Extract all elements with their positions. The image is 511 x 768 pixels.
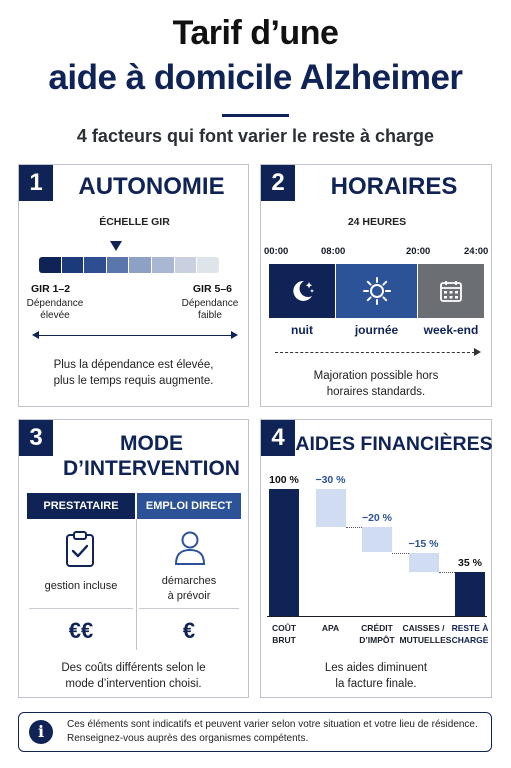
- category-label-line: CAISSES /: [402, 623, 445, 633]
- waterfall-baseline: [267, 616, 487, 617]
- category-label-line: D’IMPÔT: [359, 635, 395, 645]
- waterfall-value-label: −15 %: [408, 537, 439, 550]
- waterfall-connector: [346, 527, 363, 528]
- column-header-emploi-direct: EMPLOI DIRECT: [137, 493, 241, 519]
- time-block-weekend: [418, 264, 484, 318]
- info-footer: [18, 712, 492, 752]
- gir-left-label: GIR 1–2: [31, 283, 71, 295]
- gir-scale-segment: [152, 257, 174, 273]
- description-line: mode d’intervention choisi.: [65, 678, 202, 690]
- footer-line: Renseignez-vous auprès des organismes compétents.: [67, 733, 309, 744]
- waterfall-bar: [455, 572, 485, 616]
- page-title-line2: aide à domicile Alzheimer: [48, 58, 463, 97]
- panel-aides-financieres: [260, 419, 492, 698]
- arrow-right-icon: [474, 348, 481, 356]
- waterfall-category-label: [307, 622, 355, 634]
- gir-scale-segment: [175, 257, 197, 273]
- cost-indicator-emploi-direct: €: [182, 618, 196, 643]
- waterfall-category-label: [260, 622, 308, 646]
- panel-title: [53, 431, 250, 481]
- gir-scale-segment: [62, 257, 84, 273]
- panel-description: [261, 368, 491, 400]
- description-line: Plus la dépendance est élevée,: [53, 359, 214, 371]
- waterfall-value-label: −30 %: [315, 474, 346, 486]
- cost-indicator-prestataire: €€: [68, 618, 94, 643]
- panel-number: 1: [19, 165, 53, 201]
- gir-right-label: GIR 5–6: [192, 283, 232, 295]
- panel-autonomie: [18, 164, 249, 407]
- panel-horaires: [260, 164, 492, 407]
- info-icon: i: [29, 720, 53, 744]
- waterfall-connector: [439, 572, 456, 573]
- time-block-day: [336, 264, 417, 318]
- gir-scale-label: ÉCHELLE GIR: [99, 216, 170, 228]
- waterfall-category-label: [399, 622, 452, 646]
- timeline-dashed-line: [275, 352, 475, 353]
- waterfall-category-label: [446, 622, 494, 646]
- gir-left-sub-line: élevée: [40, 310, 70, 321]
- gir-left-sub-line: Dépendance: [26, 298, 84, 309]
- arrow-right-icon: [231, 331, 238, 339]
- column-text: [137, 574, 241, 604]
- gir-scale-segment: [129, 257, 151, 273]
- waterfall-value-label: 100 %: [269, 474, 299, 486]
- waterfall-bar: [362, 527, 392, 552]
- sun-icon: [362, 276, 392, 306]
- calendar-icon: [438, 278, 464, 304]
- time-block-night: [269, 264, 335, 318]
- panel-title: AIDES FINANCIÈRES: [295, 433, 493, 455]
- category-label-line: MUTUELLES: [399, 635, 452, 645]
- time-label: 00:00: [264, 246, 289, 257]
- page-subtitle: 4 facteurs qui font varier le reste à charge: [76, 126, 435, 146]
- column-text-line: à prévoir: [167, 590, 211, 602]
- footer-text: [67, 718, 487, 746]
- description-line: Majoration possible hors: [313, 370, 439, 382]
- gir-scale-segment: [39, 257, 61, 273]
- time-block-label: nuit: [291, 323, 313, 337]
- gir-scale-segment: [84, 257, 106, 273]
- description-line: Les aides diminuent: [324, 662, 428, 674]
- waterfall-connector: [392, 553, 409, 554]
- page-title-line1: Tarif d’une: [172, 14, 339, 52]
- waterfall-bar: [409, 553, 439, 572]
- gir-scale-bar: [39, 257, 219, 273]
- waterfall-value-label: 35 %: [458, 556, 482, 569]
- waterfall-category-label: [353, 622, 401, 646]
- title-divider: [222, 114, 289, 117]
- time-block-label: week-end: [423, 323, 479, 337]
- panel-description: [19, 357, 248, 389]
- description-line: la facture finale.: [335, 678, 417, 690]
- category-label-line: CRÉDIT: [361, 623, 393, 633]
- panel-number: 4: [261, 420, 295, 456]
- column-text-line: démarches: [161, 575, 217, 587]
- clipboard-check-icon: [64, 530, 96, 568]
- panel-number: 2: [261, 165, 295, 201]
- panel-title: HORAIRES: [330, 173, 458, 200]
- description-line: plus le temps requis augmente.: [53, 375, 214, 387]
- gir-right-sub-line: Dépendance: [181, 298, 239, 309]
- panel-title-line: D’INTERVENTION: [63, 457, 240, 480]
- gir-marker-icon: [110, 241, 122, 251]
- gir-scale-segment: [107, 257, 129, 273]
- gir-right-sub: [180, 298, 240, 322]
- waterfall-bar: [269, 489, 299, 616]
- row-divider: [139, 608, 239, 609]
- category-label-line: RESTE À: [451, 623, 489, 633]
- panel-mode-intervention: [18, 419, 249, 698]
- column-text: gestion incluse: [44, 580, 118, 592]
- panel-description: [19, 660, 248, 692]
- dependency-arrow-line: [38, 335, 232, 336]
- gir-left-sub: [25, 298, 85, 322]
- gir-right-sub-line: faible: [198, 310, 222, 321]
- description-line: horaires standards.: [326, 386, 426, 398]
- hours-scale-label: 24 HEURES: [347, 216, 407, 228]
- panel-title-line: MODE: [120, 432, 183, 455]
- column-header-prestataire: PRESTATAIRE: [27, 493, 135, 519]
- moon-stars-icon: [287, 276, 317, 306]
- time-block-label: journée: [354, 323, 399, 337]
- waterfall-value-label: −20 %: [361, 512, 393, 525]
- panel-title: AUTONOMIE: [78, 173, 225, 200]
- time-label: 24:00: [464, 246, 489, 257]
- row-divider: [29, 608, 133, 609]
- time-label: 08:00: [321, 246, 346, 257]
- category-label-line: CHARGE: [451, 635, 489, 645]
- panel-number: 3: [19, 420, 53, 456]
- category-label-line: COÛT BRUT: [271, 623, 297, 645]
- gir-scale-segment: [197, 257, 219, 273]
- user-icon: [173, 530, 207, 566]
- waterfall-bar: [316, 489, 346, 527]
- time-label: 20:00: [406, 246, 431, 257]
- description-line: Des coûts différents selon le: [61, 662, 206, 674]
- panel-description: [261, 660, 491, 692]
- category-label-line: APA: [321, 623, 340, 633]
- footer-line: Ces éléments sont indicatifs et peuvent varier selon votre situation et votre lieu de résidence.: [67, 719, 478, 730]
